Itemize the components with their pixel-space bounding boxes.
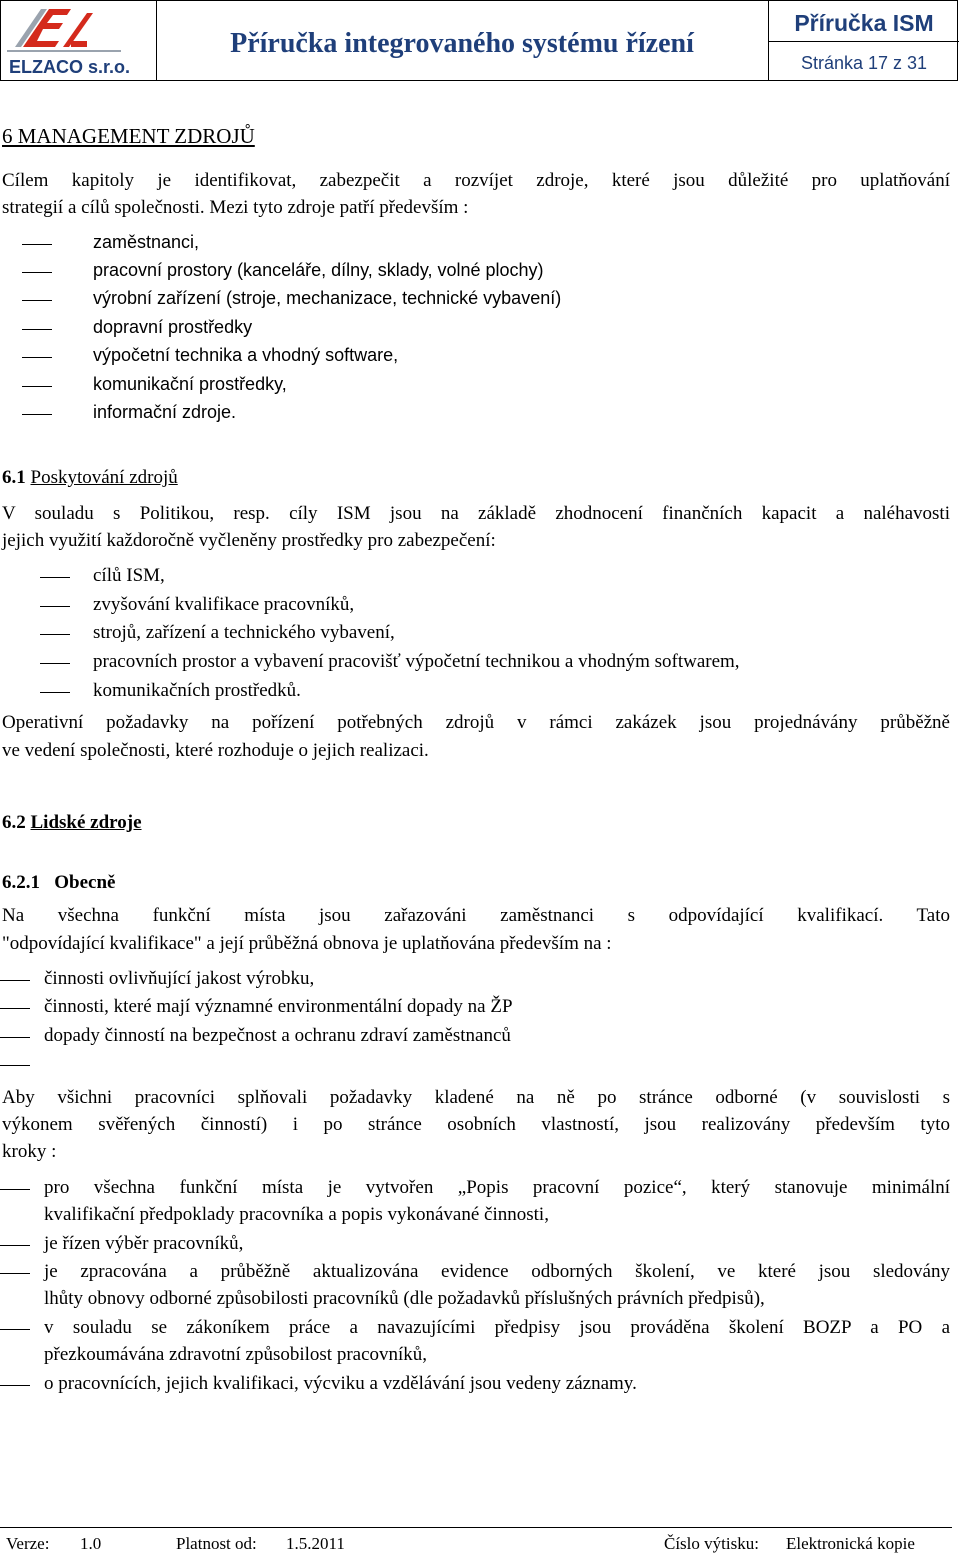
page-header (0, 0, 958, 81)
list-item: je řízen výběr pracovníků, (44, 1233, 244, 1254)
section-6-1-para-line2: ve vedení společnosti, které rozhoduje o jejich realizaci. (2, 740, 429, 761)
list-item: v souladu se zákoníkem práce a navazujícími předpisy jsou prováděna školení BOZP a PO a (44, 1317, 950, 1338)
list-item: pracovních prostor a vybavení pracovišť výpočetní technikou a vhodným softwarem, (93, 651, 740, 672)
document-short-title: Příručka ISM (769, 1, 959, 42)
elzaco-logo-icon (1, 1, 151, 57)
list-item: výpočetní technika a vhodný software, (93, 345, 399, 365)
list-item: zvyšování kvalifikace pracovníků, (93, 594, 355, 615)
section-6-2-para2-line1: Aby všichni pracovníci splňovali požadavky kladené na ně po stránce odborné (v souvislosti s (2, 1087, 950, 1108)
section-6-1-heading: 6.1 Poskytování zdrojů (2, 467, 178, 488)
footer-version-label: Verze: (6, 1534, 50, 1553)
list-item: dopady činností na bezpečnost a ochranu zdraví zaměstnanců (44, 1025, 511, 1046)
section-6-2-line2: "odpovídající kvalifikace" a její průběžná obnova je uplatňována především na : (2, 933, 612, 954)
list-item: informační zdroje. (93, 402, 237, 422)
list-item: činnosti, které mají významné environmentální dopady na ŽP (44, 996, 513, 1017)
footer-divider (0, 1527, 952, 1528)
section-6-1-para-line1: Operativní požadavky na pořízení potřebných zdrojů v rámci zakázek jsou projednávány průběžně (2, 712, 950, 733)
list-item-continuation: přezkoumávána zdravotní způsobilost pracovníků, (44, 1344, 428, 1365)
section-6-1-line2: jejich využití každoročně vyčleněny prostředky pro zabezpečení: (2, 530, 496, 551)
footer-copy: Elektronická kopie (786, 1534, 915, 1553)
section-6-2-line1: Na všechna funkční místa jsou zařazováni zaměstnanci s odpovídající kvalifikací. Tato (2, 905, 950, 926)
list-item: komunikačních prostředků. (93, 680, 301, 701)
list-item: zaměstnanci, (93, 232, 200, 252)
footer-version: 1.0 (80, 1534, 102, 1553)
list-item: výrobní zařízení (stroje, mechanizace, technické vybavení) (93, 288, 562, 308)
list-item: strojů, zařízení a technického vybavení, (93, 622, 395, 643)
list-item-continuation: lhůty obnovy odborné způsobilosti pracovníků (dle požadavků příslušných právních předpisů), (44, 1288, 765, 1309)
list-item: pro všechna funkční místa je vytvořen „Popis pracovní pozice“, který stanovuje minimální (44, 1177, 950, 1198)
footer-copy-label: Číslo výtisku: (664, 1534, 759, 1553)
list-item: cílů ISM, (93, 565, 165, 586)
list-item: o pracovnících, jejich kvalifikaci, výcviku a vzdělávání jsou vedeny záznamy. (44, 1373, 637, 1394)
section-6-2-heading: 6.2 Lidské zdroje (2, 812, 142, 833)
company-logo (1, 1, 157, 80)
document-title: Příručka integrovaného systému řízení (156, 1, 769, 80)
list-item-continuation: kvalifikační předpoklady pracovníka a popis vykonávané činnosti, (44, 1204, 549, 1225)
list-item: pracovní prostory (kanceláře, dílny, sklady, volné plochy) (93, 260, 544, 280)
section-6-intro-line1: Cílem kapitoly je identifikovat, zabezpečit a rozvíjet zdroje, které jsou důležité pro uplatňování (2, 170, 950, 191)
page-number: Stránka 17 z 31 (800, 53, 928, 73)
company-name: ELZACO s.r.o. (9, 57, 131, 77)
list-item: komunikační prostředky, (93, 374, 287, 394)
list-item: je zpracována a průběžně aktualizována evidence odborných školení, ve které jsou sledovány (44, 1261, 950, 1282)
section-6-1-line1: V souladu s Politikou, resp. cíly ISM jsou na základě zhodnocení finančních kapacit a naléhavosti (2, 503, 950, 524)
section-6-2-para2-line3: kroky : (2, 1141, 57, 1162)
footer-valid-label: Platnost od: (176, 1534, 257, 1553)
section-6-intro-line2: strategií a cílů společnosti. Mezi tyto zdroje patří především : (2, 197, 469, 218)
section-6-2-para2-line2: výkonem svěřených činností) i po stránce osobních vlastností, jsou realizovány především tyto (2, 1114, 950, 1135)
footer-valid-date: 1.5.2011 (286, 1534, 345, 1553)
section-6-2-1-heading: 6.2.1 Obecně (2, 872, 116, 893)
list-item: činnosti ovlivňující jakost výrobku, (44, 968, 315, 989)
section-6-heading: 6 MANAGEMENT ZDROJŮ (2, 124, 255, 148)
list-item: dopravní prostředky (93, 317, 253, 337)
